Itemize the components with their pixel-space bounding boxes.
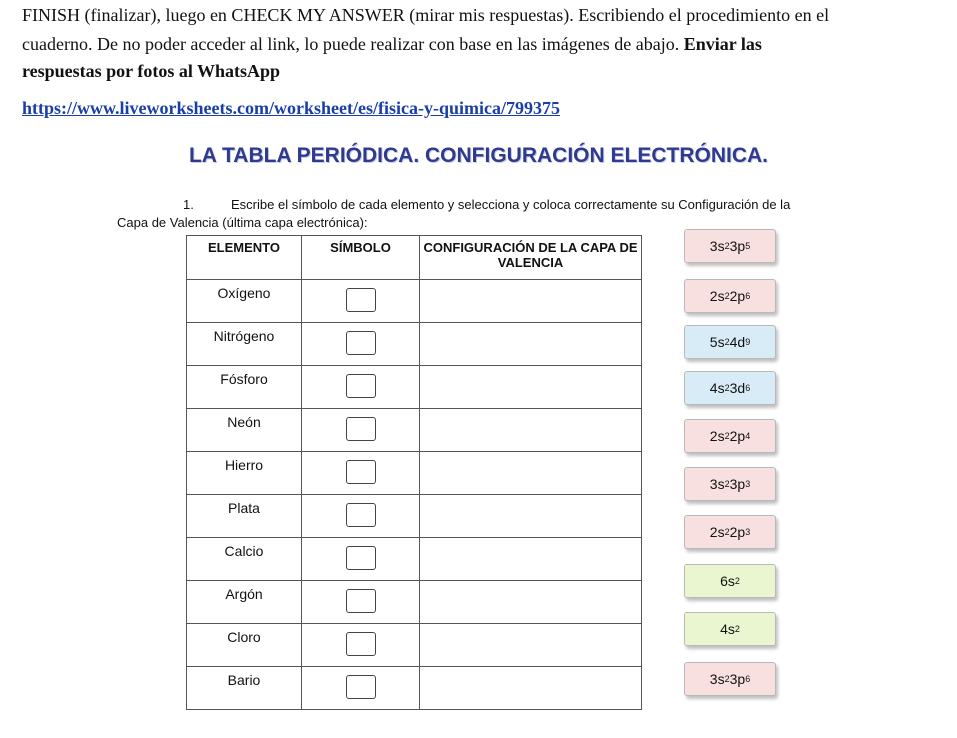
orbital-term: 2p: [729, 428, 746, 444]
orbital-exponent: 9: [745, 337, 751, 347]
symbol-cell: [302, 452, 420, 495]
symbol-cell: [302, 323, 420, 366]
exercise-number: 1.: [183, 197, 194, 212]
configuration-card[interactable]: [684, 564, 776, 598]
exercise-instruction: Escribe el símbolo de cada elemento y selecciona y coloca correctamente su Configuración de la: [231, 197, 791, 212]
orbital-term: 3p: [729, 671, 746, 687]
configuration-card[interactable]: [684, 279, 776, 313]
worksheet-link[interactable]: https://www.liveworksheets.com/worksheet/es/fisica-y-quimica/799375: [22, 98, 560, 118]
table-row: [187, 409, 642, 452]
configuration-card[interactable]: [684, 325, 776, 359]
element-cell: [187, 667, 302, 710]
configuration-card[interactable]: [684, 612, 776, 646]
element-name: Plata: [228, 500, 260, 516]
symbol-cell: [302, 538, 420, 581]
element-name: Bario: [227, 672, 261, 688]
table-row: [187, 667, 642, 710]
orbital-term: 2s: [709, 288, 725, 304]
orbital-exponent: 2: [724, 383, 730, 393]
configuration-drop-cell[interactable]: [420, 667, 642, 710]
configuration-card[interactable]: [684, 467, 776, 501]
table-header-row: [187, 236, 642, 280]
orbital-exponent: 2: [734, 576, 740, 586]
element-name: Neón: [227, 414, 261, 430]
instruction-line-2-text: cuaderno. De no poder acceder al link, lo puede realizar con base en las imágenes de abajo.: [22, 34, 680, 54]
table-body: [187, 280, 642, 710]
table-row: [187, 280, 642, 323]
symbol-input[interactable]: [346, 589, 376, 613]
symbol-cell: [302, 581, 420, 624]
element-name: Argón: [225, 586, 263, 602]
orbital-exponent: 2: [724, 337, 730, 347]
orbital-term: 4s: [720, 621, 735, 637]
orbital-term: 4d: [729, 334, 746, 350]
configuration-card[interactable]: [684, 515, 776, 549]
orbital-term: 2p: [729, 288, 746, 304]
symbol-input[interactable]: [346, 374, 376, 398]
symbol-cell: [302, 624, 420, 667]
symbol-cell: [302, 667, 420, 710]
element-name: Hierro: [224, 457, 264, 473]
orbital-exponent: 2: [734, 624, 740, 634]
element-cell: [187, 538, 302, 581]
header-configuration: CONFIGURACIÓN DE LA CAPA DE VALENCIA: [420, 236, 642, 280]
orbital-exponent: 2: [724, 479, 730, 489]
element-cell: [187, 323, 302, 366]
orbital-exponent: 2: [724, 674, 730, 684]
orbital-exponent: 3: [745, 479, 751, 489]
configuration-card[interactable]: [684, 229, 776, 263]
instruction-line-2-bold: Enviar las: [683, 34, 762, 54]
symbol-cell: [302, 409, 420, 452]
symbol-input[interactable]: [346, 503, 376, 527]
configuration-drop-cell[interactable]: [420, 452, 642, 495]
instruction-line-2: [22, 33, 762, 55]
orbital-term: 3p: [729, 476, 746, 492]
header-element: ELEMENTO: [187, 236, 302, 280]
header-symbol: SÍMBOLO: [302, 236, 420, 280]
orbital-term: 3s: [709, 671, 725, 687]
table-row: [187, 538, 642, 581]
symbol-cell: [302, 280, 420, 323]
orbital-term: 2p: [729, 524, 746, 540]
element-name: Cloro: [227, 629, 261, 645]
table-row: [187, 366, 642, 409]
orbital-exponent: 5: [745, 241, 751, 251]
configuration-drop-cell[interactable]: [420, 280, 642, 323]
orbital-term: 3s: [709, 238, 725, 254]
symbol-cell: [302, 495, 420, 538]
symbol-input[interactable]: [346, 632, 376, 656]
element-cell: [187, 409, 302, 452]
orbital-exponent: 2: [724, 527, 730, 537]
instruction-line-1: FINISH (finalizar), luego en CHECK MY ANSWER (mirar mis respuestas). Escribiendo el procedimiento en el: [22, 5, 830, 25]
orbital-term: 3d: [729, 380, 746, 396]
table-row: [187, 452, 642, 495]
configuration-drop-cell[interactable]: [420, 323, 642, 366]
exercise-instruction-continued: Capa de Valencia (última capa electrónica):: [117, 215, 368, 230]
element-cell: [187, 495, 302, 538]
configuration-drop-cell[interactable]: [420, 366, 642, 409]
orbital-exponent: 3: [745, 527, 751, 537]
orbital-term: 2s: [709, 428, 725, 444]
orbital-term: 5s: [709, 334, 725, 350]
symbol-cell: [302, 366, 420, 409]
symbol-input[interactable]: [346, 331, 376, 355]
orbital-term: 3p: [729, 238, 746, 254]
element-name: Fósforo: [220, 371, 268, 387]
symbol-input[interactable]: [346, 417, 376, 441]
configuration-drop-cell[interactable]: [420, 409, 642, 452]
configuration-drop-cell[interactable]: [420, 495, 642, 538]
orbital-exponent: 2: [724, 431, 730, 441]
orbital-term: 3s: [709, 476, 725, 492]
orbital-term: 4s: [709, 380, 725, 396]
configuration-card[interactable]: [684, 419, 776, 453]
table-row: [187, 495, 642, 538]
orbital-exponent: 2: [724, 241, 730, 251]
symbol-input[interactable]: [346, 288, 376, 312]
orbital-exponent: 6: [745, 383, 751, 393]
orbital-term: 6s: [720, 573, 735, 589]
element-name: Calcio: [224, 543, 264, 559]
table-row: [187, 624, 642, 667]
table-row: [187, 323, 642, 366]
orbital-exponent: 4: [745, 431, 751, 441]
worksheet-title: LA TABLA PERIÓDICA. CONFIGURACIÓN ELECTRÓNICA.: [188, 144, 769, 167]
element-name: Oxígeno: [217, 285, 271, 301]
symbol-input[interactable]: [346, 675, 376, 699]
configuration-drop-cell[interactable]: [420, 624, 642, 667]
orbital-exponent: 2: [724, 291, 730, 301]
element-cell: [187, 581, 302, 624]
element-cell: [187, 280, 302, 323]
configuration-drop-cell[interactable]: [420, 538, 642, 581]
configuration-drop-cell[interactable]: [420, 581, 642, 624]
elements-table: [186, 235, 642, 710]
element-cell: [187, 366, 302, 409]
element-cell: [187, 624, 302, 667]
symbol-input[interactable]: [346, 460, 376, 484]
element-name: Nitrógeno: [213, 328, 275, 344]
symbol-input[interactable]: [346, 546, 376, 570]
configuration-card[interactable]: [684, 662, 776, 696]
element-cell: [187, 452, 302, 495]
table-row: [187, 581, 642, 624]
instruction-line-3: respuestas por fotos al WhatsApp: [22, 61, 281, 81]
orbital-term: 2s: [709, 524, 725, 540]
configuration-card[interactable]: [684, 371, 776, 405]
orbital-exponent: 6: [745, 291, 751, 301]
orbital-exponent: 6: [745, 674, 751, 684]
